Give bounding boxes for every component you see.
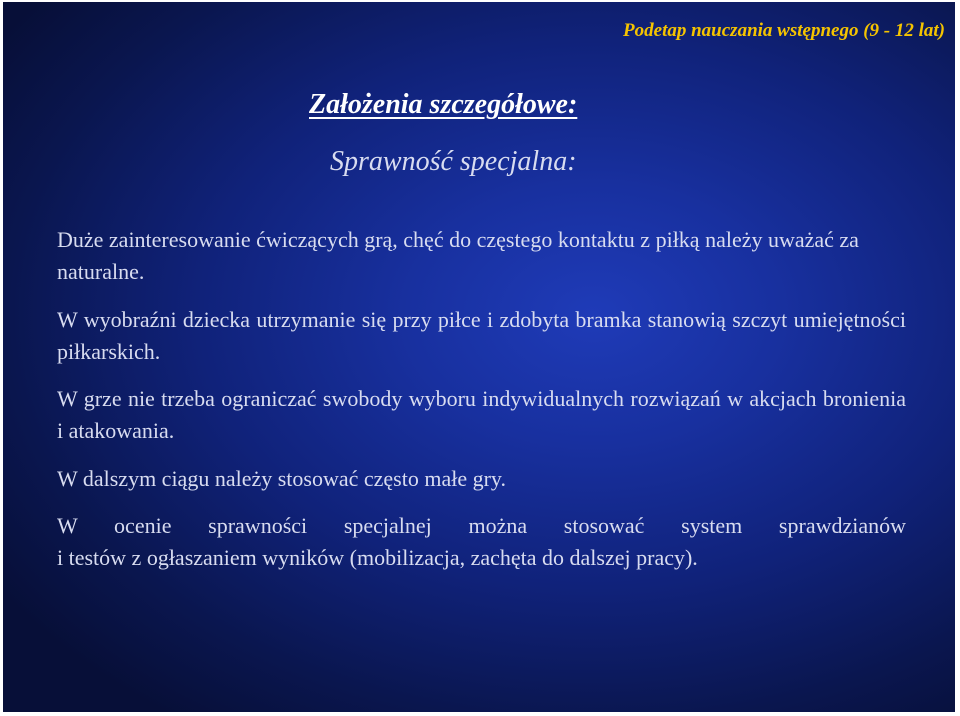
paragraph-freedom: W grze nie trzeba ograniczać swobody wyboru indywidualnych rozwiązań w akcjach bronienia i atakowania. (57, 386, 906, 443)
slide-heading: Założenia szczegółowe: (309, 89, 578, 120)
assessment-line-2: i testów z ogłaszaniem wyników (mobilizacja, zachęta do dalszej pracy). (57, 545, 698, 570)
assessment-line-1: W ocenie sprawności specjalnej można stosować system sprawdzianów (57, 513, 906, 538)
paragraph-imagination: W wyobraźni dziecka utrzymanie się przy piłce i zdobyta bramka stanowią szczyt umiejętności piłkarskich. (57, 307, 906, 364)
paragraph-small-games: W dalszym ciągu należy stosować często małe gry. (57, 466, 507, 491)
paragraph-assessment (57, 510, 906, 574)
paragraph-interest: Duże zainteresowanie ćwiczących grą, chęć do częstego kontaktu z piłką należy uważać za naturalne. (57, 227, 859, 284)
slide (3, 2, 955, 712)
section-heading: Sprawność specjalna: (330, 146, 577, 177)
slide-subtitle: Podetap nauczania wstępnego (9 - 12 lat) (623, 20, 945, 41)
